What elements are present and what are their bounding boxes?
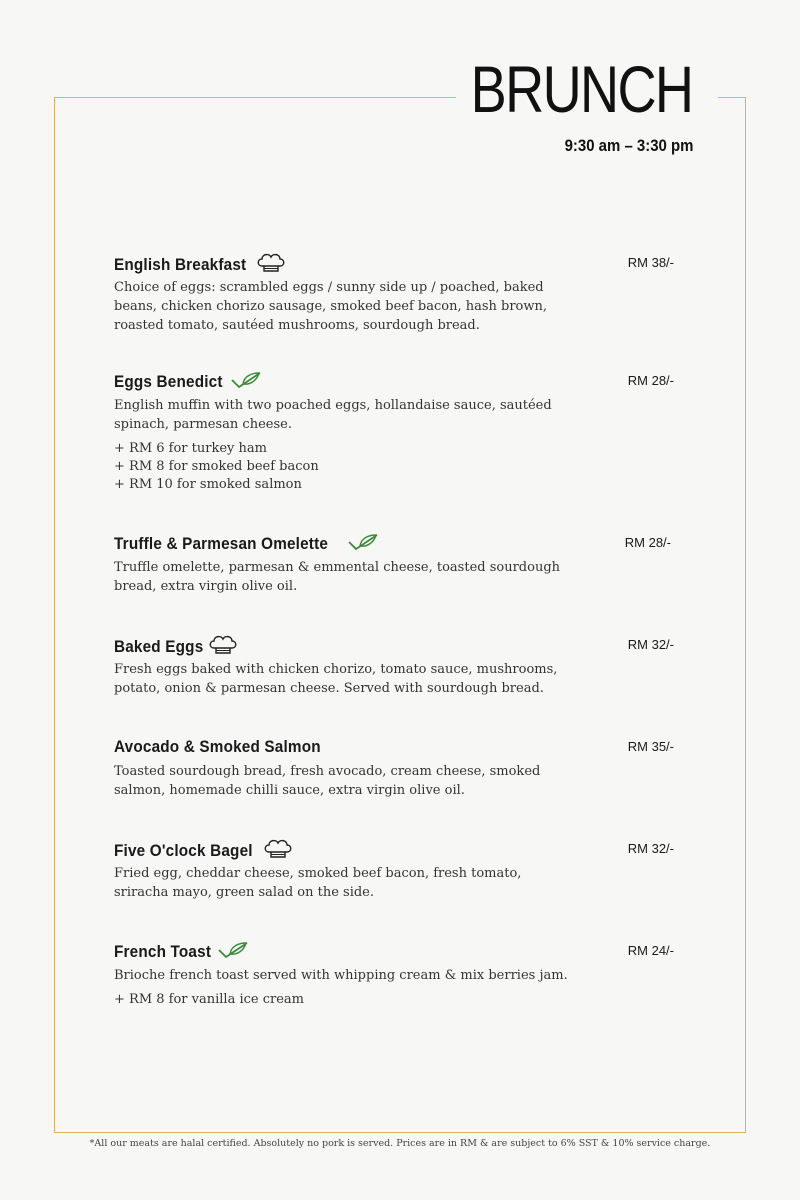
item-price: RM 32/- bbox=[627, 841, 674, 856]
item-description: Toasted sourdough bread, fresh avocado, cream cheese, smoked salmon, homemade chilli sauce, extra virgin olive oil. bbox=[114, 764, 541, 798]
chef-hat-icon bbox=[208, 634, 238, 660]
addon: + RM 8 for smoked beef bacon bbox=[114, 459, 319, 474]
item-addons bbox=[114, 440, 674, 494]
item-price: RM 28/- bbox=[627, 373, 674, 388]
item-description: English muffin with two poached eggs, hollandaise sauce, sautéed spinach, parmesan cheese. bbox=[114, 398, 552, 432]
item-name: Eggs Benedict bbox=[114, 372, 223, 391]
item-price: RM 24/- bbox=[627, 943, 674, 958]
vegetarian-leaf-icon bbox=[230, 370, 262, 394]
menu-hours: 9:30 am – 3:30 pm bbox=[564, 136, 693, 155]
menu-item-truffle-omelette bbox=[114, 532, 674, 596]
item-price: RM 28/- bbox=[624, 535, 671, 550]
addon: + RM 8 for vanilla ice cream bbox=[114, 992, 304, 1007]
item-name: English Breakfast bbox=[114, 255, 247, 274]
item-name: Five O'clock Bagel bbox=[114, 841, 253, 860]
item-price: RM 35/- bbox=[627, 739, 674, 754]
item-description: Choice of eggs: scrambled eggs / sunny side up / poached, baked beans, chicken chorizo sausage, smoked beef bacon, hash brown, roasted tomato, sautéed mushrooms, sourdough bread. bbox=[114, 280, 548, 333]
item-description: Fried egg, cheddar cheese, smoked beef bacon, fresh tomato, sriracha mayo, green salad on the side. bbox=[114, 866, 522, 900]
item-name: French Toast bbox=[114, 942, 212, 961]
chef-hat-icon bbox=[263, 838, 293, 864]
menu-item-english-breakfast bbox=[114, 252, 674, 335]
item-description: Brioche french toast served with whipping cream & mix berries jam. bbox=[114, 968, 568, 983]
item-description: Fresh eggs baked with chicken chorizo, tomato sauce, mushrooms, potato, onion & parmesan cheese. Served with sourdough bread. bbox=[114, 662, 558, 696]
menu-item-baked-eggs bbox=[114, 634, 674, 698]
item-price: RM 32/- bbox=[627, 637, 674, 652]
addon: + RM 6 for turkey ham bbox=[114, 441, 267, 456]
item-addons bbox=[114, 991, 674, 1009]
item-name: Truffle & Parmesan Omelette bbox=[114, 534, 329, 553]
footer-note: *All our meats are halal certified. Absolutely no pork is served. Prices are in RM & are subject to 6% SST & 10% service charge. bbox=[89, 1138, 711, 1149]
chef-hat-icon bbox=[256, 252, 286, 278]
item-price: RM 38/- bbox=[627, 255, 674, 270]
item-name: Avocado & Smoked Salmon bbox=[114, 736, 321, 756]
menu-item-avocado-salmon bbox=[114, 736, 674, 800]
menu-item-french-toast bbox=[114, 940, 674, 1009]
item-description: Truffle omelette, parmesan & emmental cheese, toasted sourdough bread, extra virgin olive oil. bbox=[114, 560, 561, 594]
addon: + RM 10 for smoked salmon bbox=[114, 477, 302, 492]
menu-item-five-oclock-bagel bbox=[114, 838, 674, 902]
vegetarian-leaf-icon bbox=[347, 532, 379, 556]
menu-item-eggs-benedict bbox=[114, 370, 674, 494]
item-name: Baked Eggs bbox=[114, 637, 204, 656]
menu-title: BRUNCH bbox=[470, 52, 692, 126]
vegetarian-leaf-icon bbox=[217, 940, 249, 964]
